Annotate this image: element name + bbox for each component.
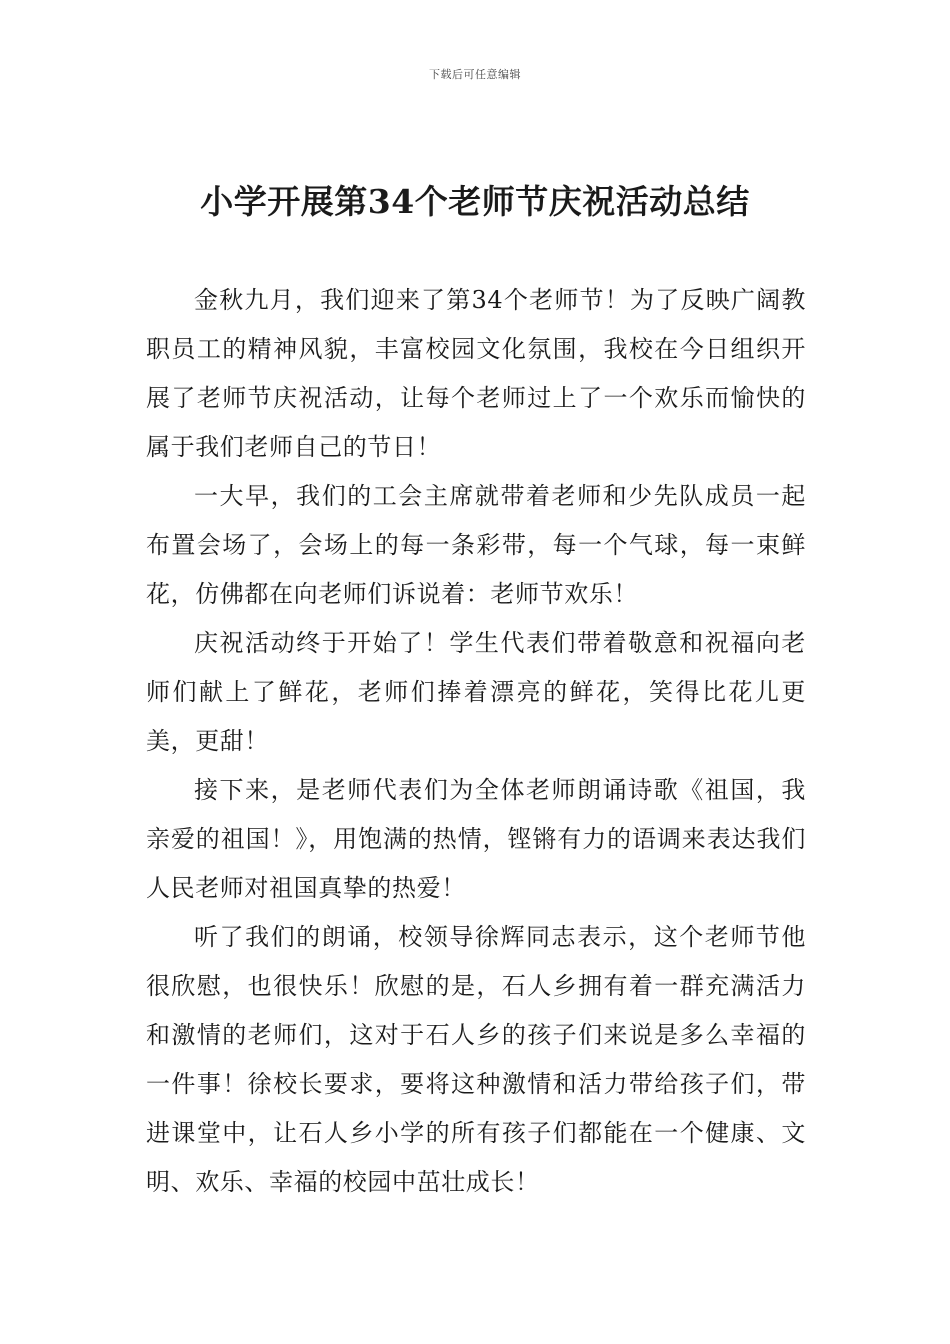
paragraph: 接下来，是老师代表们为全体老师朗诵诗歌《祖国，我亲爱的祖国！》，用饱满的热情，铿锵有力的语调来表达我们人民老师对祖国真挚的热爱！ xyxy=(146,776,806,902)
paragraph: 听了我们的朗诵，校领导徐辉同志表示，这个老师节他很欣慰，也很快乐！欣慰的是，石人乡拥有着一群充满活力和激情的老师们，这对于石人乡的孩子们来说是多么幸福的一件事！徐校长要求，要将这种激情和活力带给孩子们，带进课堂中，让石人乡小学的所有孩子们都能在一个健康、文明、欢乐、幸福的校园中茁壮成长！ xyxy=(146,923,806,1196)
paragraph: 庆祝活动终于开始了！学生代表们带着敬意和祝福向老师们献上了鲜花，老师们捧着漂亮的鲜花，笑得比花儿更美，更甜！ xyxy=(146,629,806,755)
document-title: 小学开展第34个老师节庆祝活动总结 xyxy=(200,182,750,221)
paragraph: 金秋九月，我们迎来了第34个老师节！为了反映广阔教职员工的精神风貌，丰富校园文化氛围，我校在今日组织开展了老师节庆祝活动，让每个老师过上了一个欢乐而愉快的属于我们老师自己的节日！ xyxy=(146,286,806,461)
paragraph: 一大早，我们的工会主席就带着老师和少先队成员一起布置会场了，会场上的每一条彩带，每一个气球，每一束鲜花，仿佛都在向老师们诉说着：老师节欢乐！ xyxy=(146,482,806,608)
document-body xyxy=(146,276,806,1207)
header-note: 下载后可任意编辑 xyxy=(429,68,521,81)
